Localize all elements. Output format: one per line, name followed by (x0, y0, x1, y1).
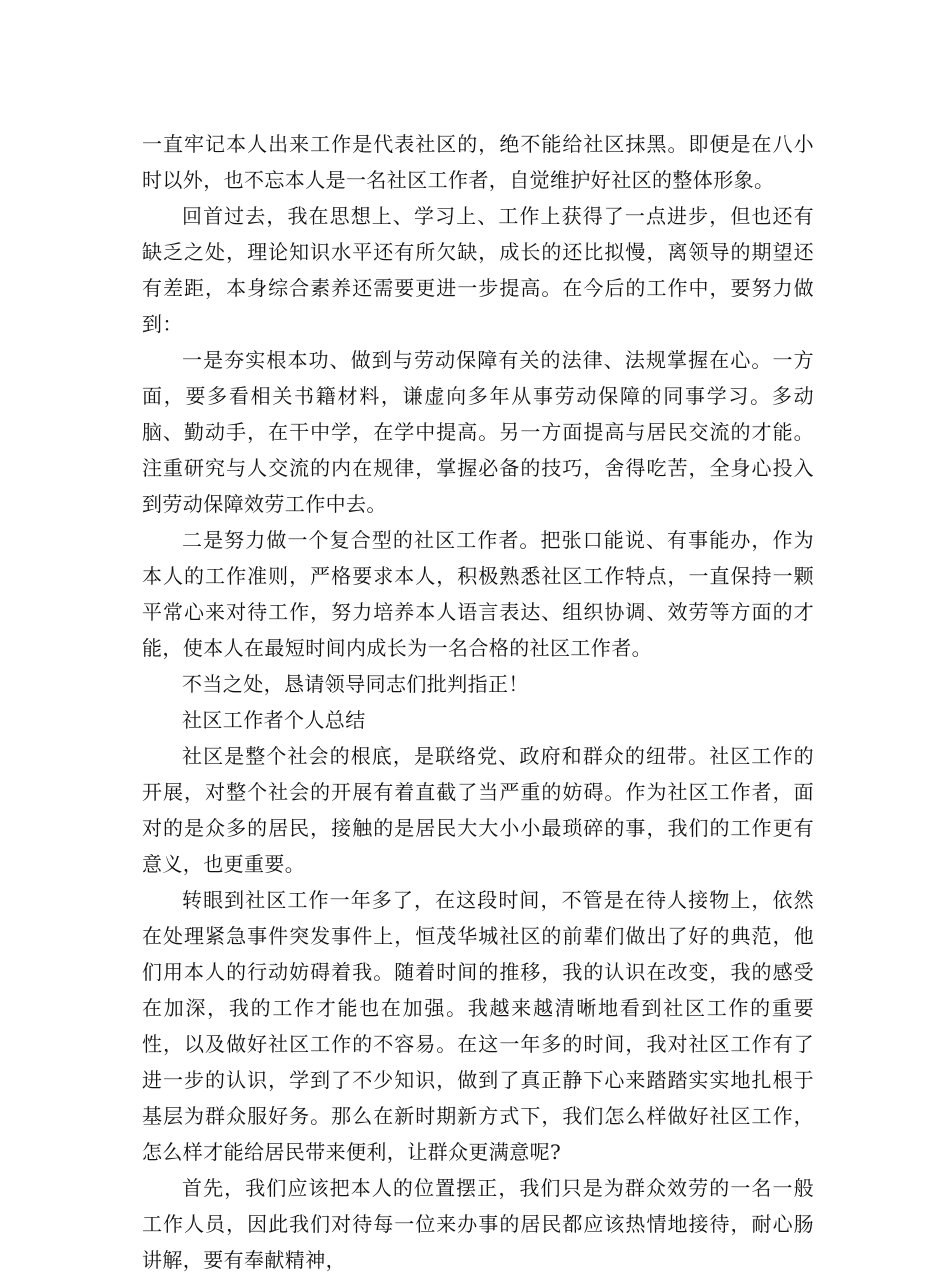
paragraph-8: 转眼到社区工作一年多了，在这段时间，不管是在待人接物上，依然在处理紧急事件突发事件上，恒茂华城社区的前辈们做出了好的典范，他们用本人的行动妨碍着我。随着时间的推移，我的认识在改变，我的感受在加深，我的工作才能也在加强。我越来越清晰地看到社区工作的重要性，以及做好社区工作的不容易。在这一年多的时间，我对社区工作有了进一步的认识，学到了不少知识，做到了真正静下心来踏踏实实地扎根于基层为群众服好务。那么在新时期新方式下，我们怎么样做好社区工作，怎么样才能给居民带来便利，让群众更满意呢? (142, 888, 814, 1164)
paragraph-2: 回首过去，我在思想上、学习上、工作上获得了一点进步，但也还有缺乏之处，理论知识水平还有所欠缺，成长的还比拟慢，离领导的期望还有差距，本身综合素养还需要更进一步提高。在今后的工作中，要努力做到： (142, 204, 814, 336)
paragraph-3: 一是夯实根本功、做到与劳动保障有关的法律、法规掌握在心。一方面，要多看相关书籍材料，谦虚向多年从事劳动保障的同事学习。多动脑、勤动手，在干中学，在学中提高。另一方面提高与居民交流的才能。注重研究与人交流的内在规律，掌握必备的技巧，舍得吃苦，全身心投入到劳动保障效劳工作中去。 (142, 348, 814, 516)
paragraph-4: 二是努力做一个复合型的社区工作者。把张口能说、有事能办，作为本人的工作准则，严格要求本人，积极熟悉社区工作特点，一直保持一颗平常心来对待工作，努力培养本人语言表达、组织协调、效劳等方面的才能，使本人在最短时间内成长为一名合格的社区工作者。 (142, 528, 814, 660)
paragraph-1: 一直牢记本人出来工作是代表社区的，绝不能给社区抹黑。即便是在八小时以外，也不忘本人是一名社区工作者，自觉维护好社区的整体形象。 (142, 132, 814, 192)
paragraph-7: 社区是整个社会的根底，是联络党、政府和群众的纽带。社区工作的开展，对整个社会的开展有着直截了当严重的妨碍。作为社区工作者，面对的是众多的居民，接触的是居民大大小小最琐碎的事，我们的工作更有意义，也更重要。 (142, 744, 814, 876)
paragraph-5: 不当之处，恳请领导同志们批判指正！ (182, 672, 529, 696)
paragraph-9: 首先，我们应该把本人的位置摆正，我们只是为群众效劳的一名一般工作人员，因此我们对待每一位来办事的居民都应该热情地接待，耐心肠讲解，要有奉献精神， (142, 1176, 814, 1272)
section-heading: 社区工作者个人总结 (182, 708, 366, 732)
document-body (142, 126, 814, 1278)
